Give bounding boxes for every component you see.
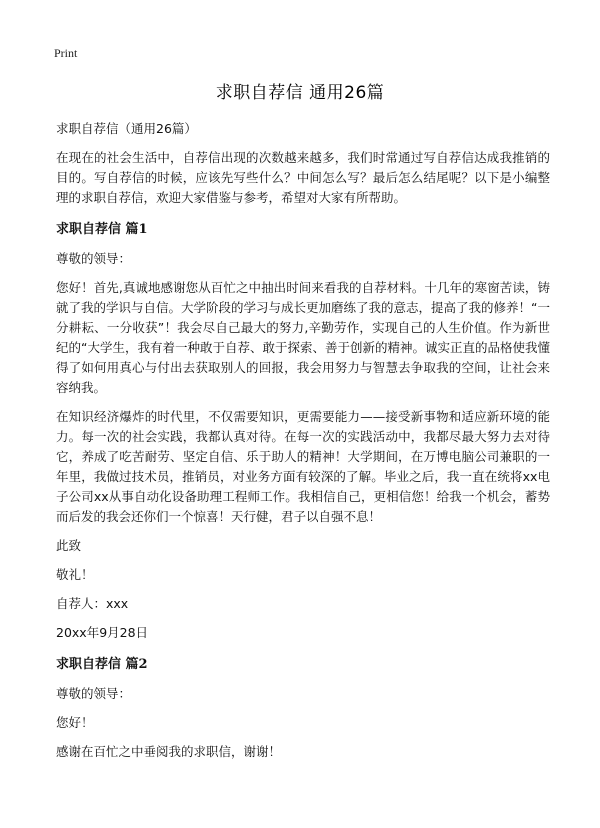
thanks-line: 感谢在百忙之中垂阅我的求职信，谢谢！ — [56, 744, 282, 759]
closing-line-1: 此致 — [56, 538, 82, 553]
closing-line-2: 敬礼！ — [56, 567, 94, 582]
intro-paragraph: 在现在的社会生活中，自荐信出现的次数越来越多，我们时常通过写自荐信达成我推销的目的。写自荐信的时候，应该先写些什么？中间怎么写？最后怎么结尾呢？以下是小编整理的求职自荐信，欢迎大家借鉴与参考，希望对大家有所帮助。 — [56, 150, 550, 205]
body-paragraph-2: 在知识经济爆炸的时代里，不仅需要知识，更需要能力——接受新事物和适应新环境的能力。每一次的社会实践，我都认真对待。在每一次的实践活动中，我都尽最大努力去对待它，养成了吃苦耐劳、坚定自信、乐于助人的精神！大学期间，在万博电脑公司兼职的一年里，我做过技术员，推销员，对业务方面有较深的了解。毕业之后，我一直在统将xx电子公司xx从事自动化设备助理工程师工作。我相信自己，更相信您！给我一个机会，蓄势而后发的我会还你们一个惊喜！天行健，君子以自强不息！ — [56, 409, 550, 524]
hello-line: 您好！ — [56, 715, 94, 730]
document-subtitle: 求职自荐信（通用26篇） — [56, 121, 197, 136]
greeting-1: 尊敬的领导： — [56, 251, 132, 266]
greeting-2: 尊敬的领导： — [56, 686, 132, 701]
letter-date: 20xx年9月28日 — [56, 625, 149, 640]
document-body — [56, 119, 550, 762]
section-heading-1: 求职自荐信 篇1 — [56, 222, 148, 237]
page-title: 求职自荐信 通用26篇 — [215, 83, 385, 103]
print-link[interactable]: Print — [54, 46, 78, 60]
body-paragraph-1: 您好！首先,真诚地感谢您从百忙之中抽出时间来看我的自荐材料。十几年的寒窗苦读，铸就了我的学识与自信。大学阶段的学习与成长更加磨练了我的意志，提高了我的修养！“一分耕耘、一分收获”！我会尽自己最大的努力,辛勤劳作，实现自己的人生价值。作为新世纪的“大学生，我有着一种敢于自荐、敢于探索、善于创新的精神。诚实正直的品格使我懂得了如何用真心与付出去获取别人的回报，我会用努力与智慧去争取我的空间，让社会来容纳我。 — [56, 280, 550, 395]
signer: 自荐人：xxx — [56, 596, 129, 611]
section-heading-2: 求职自荐信 篇2 — [56, 657, 148, 672]
